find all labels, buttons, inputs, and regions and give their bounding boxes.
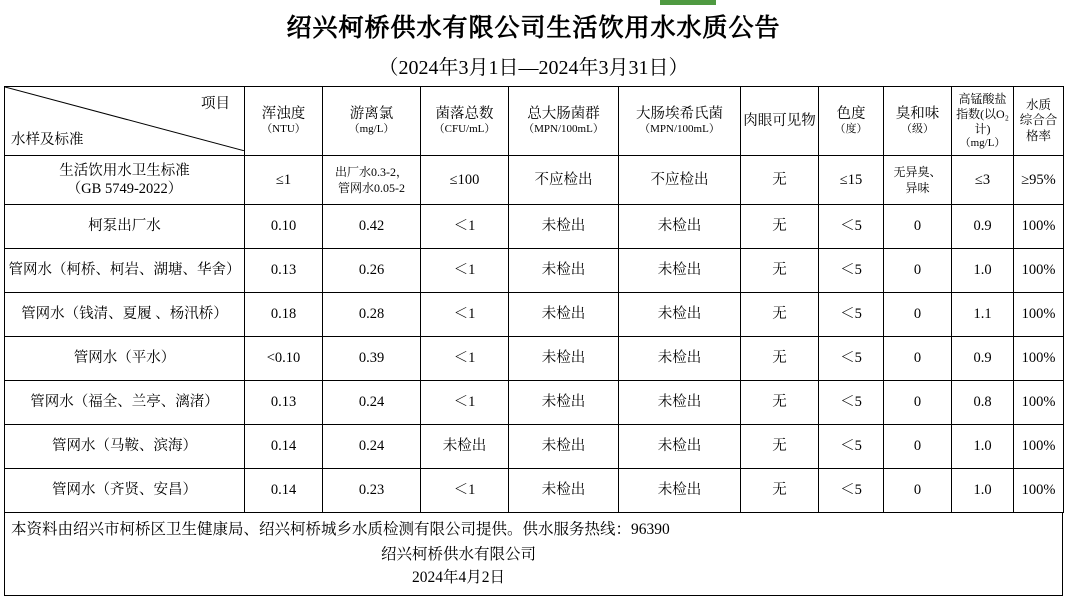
col-header-visible-matter bbox=[741, 87, 819, 156]
cell-value: 0.24 bbox=[323, 425, 421, 469]
col-header-chroma bbox=[819, 87, 884, 156]
corner-col-header: 项目 bbox=[201, 96, 230, 112]
standard-value-free-chlorine: 出厂水0.3-2， 管网水0.05-2 bbox=[323, 156, 421, 205]
col-unit: （CFU/mL） bbox=[433, 123, 496, 136]
page-title: 绍兴柯桥供水有限公司生活饮用水水质公告 bbox=[286, 15, 781, 42]
row-label: 管网水（福全、兰亭、漓渚） bbox=[5, 381, 245, 425]
table-row bbox=[5, 293, 1064, 337]
standard-value-permanganate-index: ≤3 bbox=[952, 156, 1014, 205]
cell-value: 无 bbox=[741, 337, 819, 381]
cell-value: ＜5 bbox=[819, 337, 884, 381]
cell-value: ＜1 bbox=[421, 469, 509, 513]
cell-value: 0 bbox=[884, 469, 952, 513]
standard-value-total-coliform: 不应检出 bbox=[509, 156, 619, 205]
row-label: 柯泵出厂水 bbox=[5, 205, 245, 249]
cell-value: 100% bbox=[1014, 249, 1064, 293]
cell-value: <0.10 bbox=[245, 337, 323, 381]
col-name: 臭和味 bbox=[895, 106, 940, 123]
cell-value: 100% bbox=[1014, 337, 1064, 381]
cell-value: 1.0 bbox=[952, 469, 1014, 513]
cell-value: ＜5 bbox=[819, 425, 884, 469]
cell-value: 100% bbox=[1014, 469, 1064, 513]
cell-value: 0.42 bbox=[323, 205, 421, 249]
cell-value: 未检出 bbox=[509, 293, 619, 337]
cell-value: 0 bbox=[884, 425, 952, 469]
col-header-colony-count bbox=[421, 87, 509, 156]
cell-value: 未检出 bbox=[509, 381, 619, 425]
page-subtitle: （2024年3月1日—2024年3月31日） bbox=[378, 57, 689, 79]
cell-value: ＜5 bbox=[819, 293, 884, 337]
green-highlight-mark bbox=[660, 0, 716, 5]
cell-value: 无 bbox=[741, 425, 819, 469]
cell-value: 1.0 bbox=[952, 425, 1014, 469]
cell-value: 0.9 bbox=[952, 205, 1014, 249]
corner-row-header: 水样及标准 bbox=[11, 131, 84, 148]
table-header-row bbox=[5, 87, 1064, 156]
cell-value: 0.10 bbox=[245, 205, 323, 249]
standard-value-turbidity: ≤1 bbox=[245, 156, 323, 205]
water-quality-table bbox=[4, 86, 1064, 513]
col-unit: 综合合格率 bbox=[1019, 113, 1058, 143]
col-unit: （mg/L） bbox=[348, 123, 395, 136]
standard-row bbox=[5, 156, 1064, 205]
col-name: 游离氯 bbox=[349, 106, 394, 123]
cell-value: ＜1 bbox=[421, 249, 509, 293]
col-name: 高锰酸盐指数(以O₂计) bbox=[956, 91, 1009, 136]
col-unit: （度） bbox=[834, 123, 868, 136]
col-unit: （级） bbox=[901, 123, 934, 136]
cell-value: 未检出 bbox=[509, 425, 619, 469]
table-row bbox=[5, 205, 1064, 249]
col-header-free-chlorine bbox=[323, 87, 421, 156]
row-label: 管网水（马鞍、滨海） bbox=[5, 425, 245, 469]
cell-value: 未检出 bbox=[619, 337, 741, 381]
row-label: 管网水（齐贤、安昌） bbox=[5, 469, 245, 513]
cell-value: 1.0 bbox=[952, 249, 1014, 293]
cell-value: 未检出 bbox=[509, 205, 619, 249]
cell-value: 0.23 bbox=[323, 469, 421, 513]
cell-value: ＜1 bbox=[421, 205, 509, 249]
col-header-ecoli bbox=[619, 87, 741, 156]
cell-value: 0.8 bbox=[952, 381, 1014, 425]
cell-value: 未检出 bbox=[509, 249, 619, 293]
cell-value: 100% bbox=[1014, 293, 1064, 337]
col-name: 色度 bbox=[836, 106, 866, 123]
standard-code: （GB 5749-2022） bbox=[66, 181, 183, 197]
table-row bbox=[5, 425, 1064, 469]
cell-value: ＜5 bbox=[819, 469, 884, 513]
col-unit: （NTU） bbox=[261, 123, 306, 136]
cell-value: 1.1 bbox=[952, 293, 1014, 337]
table-row bbox=[5, 249, 1064, 293]
cell-value: 未检出 bbox=[509, 469, 619, 513]
cell-value: 未检出 bbox=[509, 337, 619, 381]
col-header-turbidity bbox=[245, 87, 323, 156]
table-row bbox=[5, 381, 1064, 425]
cell-value: ＜1 bbox=[421, 293, 509, 337]
standard-value-visible-matter: 无 bbox=[741, 156, 819, 205]
standard-value-pass-rate: ≥95% bbox=[1014, 156, 1064, 205]
cell-value: 100% bbox=[1014, 381, 1064, 425]
cell-value: 0.39 bbox=[323, 337, 421, 381]
cell-value: 0.14 bbox=[245, 469, 323, 513]
standard-value-colony-count: ≤100 bbox=[421, 156, 509, 205]
cell-value: 0 bbox=[884, 337, 952, 381]
col-header-overall-pass-rate bbox=[1014, 87, 1064, 156]
cell-value: 未检出 bbox=[421, 425, 509, 469]
cell-value: 0.9 bbox=[952, 337, 1014, 381]
cell-value: 0.28 bbox=[323, 293, 421, 337]
cell-value: 0 bbox=[884, 205, 952, 249]
col-header-total-coliform bbox=[509, 87, 619, 156]
cell-value: 0.26 bbox=[323, 249, 421, 293]
col-name: 肉眼可见物 bbox=[743, 112, 816, 129]
standard-name: 生活饮用水卫生标准 bbox=[59, 162, 190, 179]
standard-row-label bbox=[5, 156, 245, 205]
row-label: 管网水（平水） bbox=[5, 337, 245, 381]
cell-value: 无 bbox=[741, 381, 819, 425]
table-row bbox=[5, 469, 1064, 513]
cell-value: 0 bbox=[884, 249, 952, 293]
cell-value: 未检出 bbox=[619, 381, 741, 425]
cell-value: ＜5 bbox=[819, 381, 884, 425]
cell-value: 无 bbox=[741, 205, 819, 249]
standard-value-ecoli: 不应检出 bbox=[619, 156, 741, 205]
col-name: 总大肠菌群 bbox=[527, 106, 600, 123]
standard-value-odor-taste: 无异臭、 异味 bbox=[884, 156, 952, 205]
col-unit: （mg/L） bbox=[959, 136, 1006, 149]
col-unit: （MPN/100mL） bbox=[523, 123, 604, 136]
cell-value: 0 bbox=[884, 293, 952, 337]
cell-value: 未检出 bbox=[619, 425, 741, 469]
standard-value-chroma: ≤15 bbox=[819, 156, 884, 205]
cell-value: 0.24 bbox=[323, 381, 421, 425]
cell-value: 无 bbox=[741, 469, 819, 513]
cell-value: 0.18 bbox=[245, 293, 323, 337]
table-corner-cell bbox=[5, 87, 245, 156]
row-label: 管网水（钱清、夏履 、杨汛桥） bbox=[5, 293, 245, 337]
col-header-permanganate-index bbox=[952, 87, 1014, 156]
cell-value: 0.13 bbox=[245, 381, 323, 425]
col-name: 浑浊度 bbox=[261, 106, 306, 123]
table-row bbox=[5, 337, 1064, 381]
cell-value: 无 bbox=[741, 293, 819, 337]
footer-box bbox=[4, 513, 1063, 596]
cell-value: 无 bbox=[741, 249, 819, 293]
cell-value: ＜1 bbox=[421, 337, 509, 381]
cell-value: ＜1 bbox=[421, 381, 509, 425]
col-name: 菌落总数 bbox=[435, 106, 494, 123]
cell-value: 0.14 bbox=[245, 425, 323, 469]
footer-signature: 绍兴柯桥供水有限公司 bbox=[380, 545, 536, 563]
cell-value: 未检出 bbox=[619, 293, 741, 337]
row-label: 管网水（柯桥、柯岩、湖塘、华舍） bbox=[5, 249, 245, 293]
col-header-odor-taste bbox=[884, 87, 952, 156]
col-unit: （MPN/100mL） bbox=[639, 123, 720, 136]
cell-value: 100% bbox=[1014, 205, 1064, 249]
footer-note: 本资料由绍兴市柯桥区卫生健康局、绍兴柯桥城乡水质检测有限公司提供。供水服务热线：96390 bbox=[11, 521, 670, 538]
cell-value: 0 bbox=[884, 381, 952, 425]
cell-value: 100% bbox=[1014, 425, 1064, 469]
cell-value: 未检出 bbox=[619, 205, 741, 249]
cell-value: 未检出 bbox=[619, 469, 741, 513]
cell-value: ＜5 bbox=[819, 205, 884, 249]
cell-value: 未检出 bbox=[619, 249, 741, 293]
footer-date: 2024年4月2日 bbox=[411, 569, 505, 587]
col-name: 大肠埃希氏菌 bbox=[636, 106, 723, 123]
cell-value: ＜5 bbox=[819, 249, 884, 293]
col-name: 水质 bbox=[1025, 97, 1051, 112]
cell-value: 0.13 bbox=[245, 249, 323, 293]
